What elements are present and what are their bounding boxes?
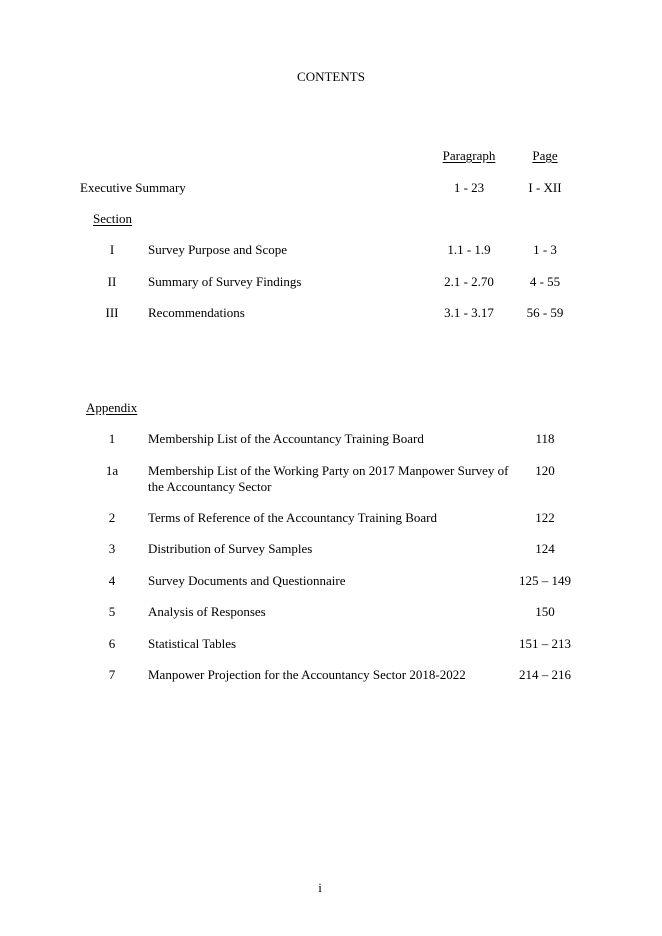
- appendix-number: 3: [108, 541, 116, 556]
- page-number: i: [318, 880, 322, 895]
- appendix-title[interactable]: Analysis of Responses: [148, 604, 266, 619]
- page-title: CONTENTS: [297, 69, 365, 84]
- section-paragraph: 3.1 - 3.17: [444, 305, 494, 320]
- appendix-title[interactable]: Manpower Projection for the Accountancy Sector 2018-2022: [148, 667, 466, 682]
- section-number: I: [109, 242, 115, 257]
- appendix-page: 214 – 216: [519, 667, 571, 682]
- appendix-title[interactable]: Statistical Tables: [148, 636, 237, 651]
- appendix-number: 4: [108, 573, 116, 588]
- appendix-page: 150: [535, 604, 555, 619]
- section-title[interactable]: Summary of Survey Findings: [148, 274, 302, 289]
- appendix-page: 118: [535, 431, 555, 446]
- appendix-number: 1: [108, 431, 116, 446]
- section-heading: Section: [93, 211, 132, 226]
- appendix-number: 5: [108, 604, 116, 619]
- appendix-title[interactable]: Distribution of Survey Samples: [148, 541, 313, 556]
- section-paragraph: 1.1 - 1.9: [447, 242, 491, 257]
- appendix-number: 6: [108, 636, 116, 651]
- section-page: 1 - 3: [533, 242, 557, 257]
- section-number: II: [107, 274, 117, 289]
- appendix-title[interactable]: Membership List of the Accountancy Training Board: [148, 431, 424, 446]
- executive-summary-label[interactable]: Executive Summary: [80, 180, 186, 195]
- executive-summary-page: I - XII: [528, 180, 562, 195]
- appendix-page: 124: [535, 541, 555, 556]
- section-number: III: [105, 305, 119, 320]
- appendix-title[interactable]: Survey Documents and Questionnaire: [148, 573, 346, 588]
- appendix-title[interactable]: Membership List of the Working Party on 2017 Manpower Survey of the Accountancy Sector: [148, 463, 509, 494]
- section-page: 4 - 55: [529, 274, 561, 289]
- page-column-header: Page: [532, 148, 558, 163]
- section-paragraph: 2.1 - 2.70: [444, 274, 494, 289]
- section-title[interactable]: Recommendations: [148, 305, 245, 320]
- appendix-page: 122: [535, 510, 555, 525]
- executive-summary-paragraph: 1 - 23: [453, 180, 485, 195]
- section-title[interactable]: Survey Purpose and Scope: [148, 242, 288, 257]
- appendix-heading: Appendix: [86, 400, 138, 415]
- appendix-page: 125 – 149: [519, 573, 571, 588]
- appendix-title[interactable]: Terms of Reference of the Accountancy Training Board: [148, 510, 437, 525]
- appendix-number: 2: [108, 510, 116, 525]
- appendix-page: 151 – 213: [519, 636, 571, 651]
- section-page: 56 - 59: [526, 305, 564, 320]
- appendix-number: 1a: [105, 463, 119, 478]
- paragraph-column-header: Paragraph: [442, 148, 496, 163]
- appendix-number: 7: [108, 667, 116, 682]
- appendix-page: 120: [535, 463, 555, 478]
